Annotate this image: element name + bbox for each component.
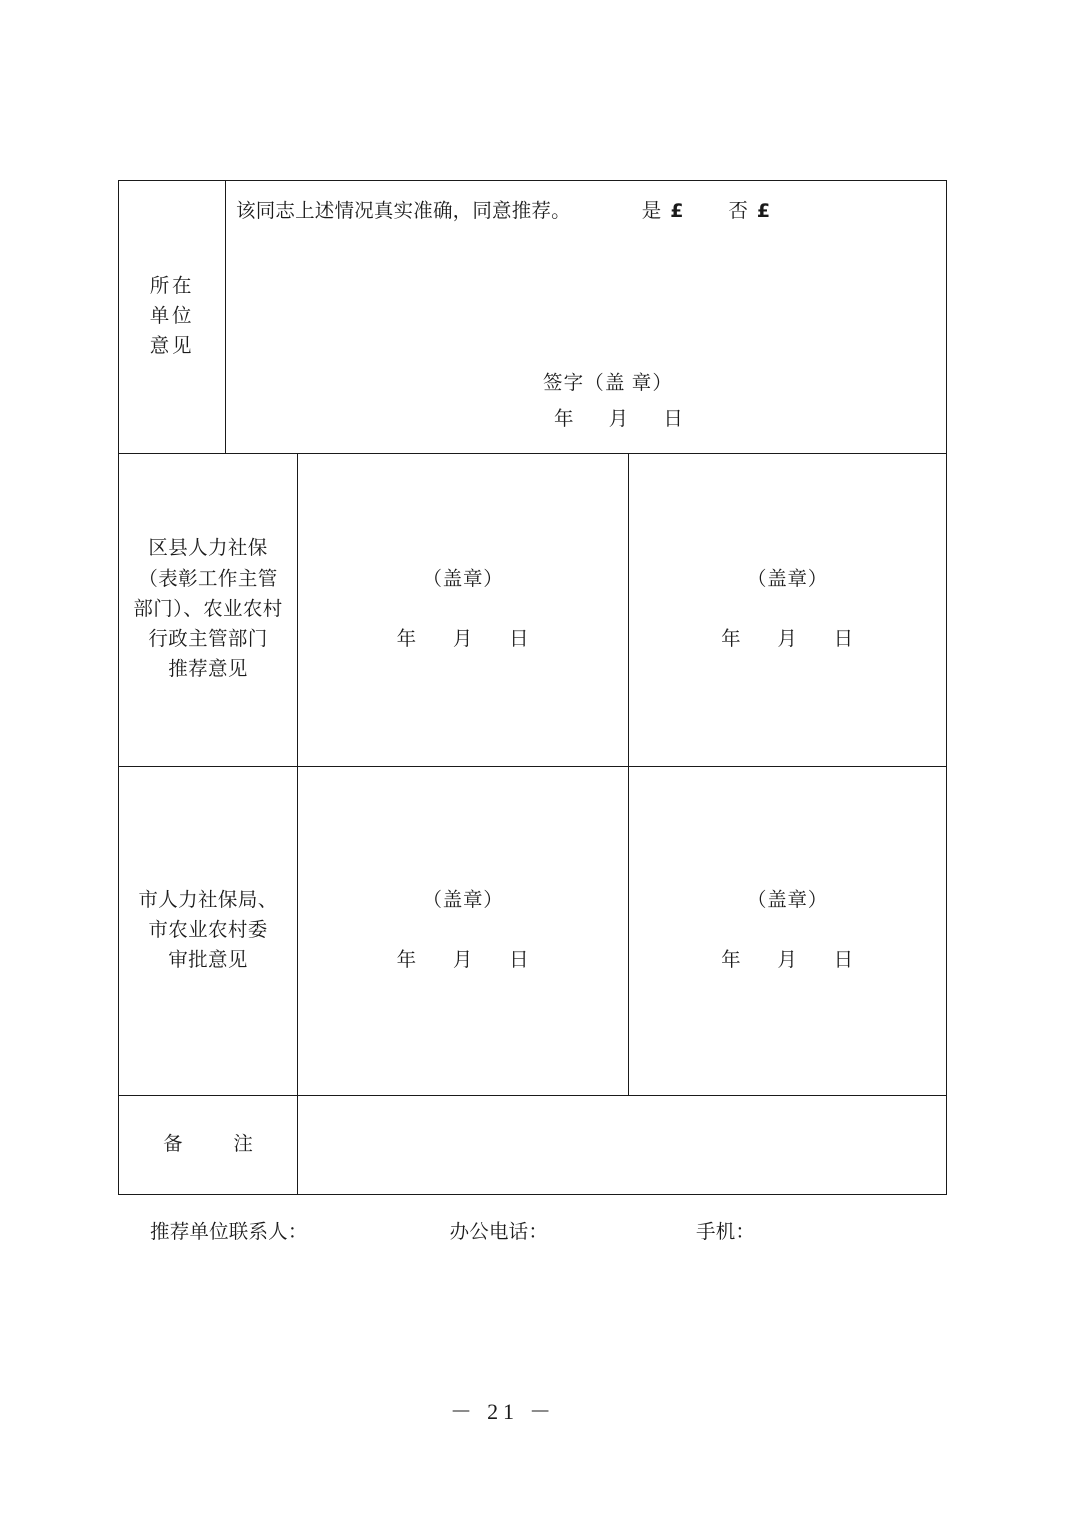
district-hr-date-year: 年 bbox=[396, 629, 417, 650]
mobile-phone-label: 手机： bbox=[696, 1222, 756, 1243]
district-agri-seal-block bbox=[721, 565, 854, 655]
employer-opinion-statement: 该同志上述情况真实准确，同意推荐。 bbox=[236, 201, 571, 222]
table-row-remarks bbox=[119, 1096, 947, 1195]
table-row-district-recommendation bbox=[119, 454, 947, 767]
recommendation-form-table bbox=[118, 180, 947, 1195]
city-approval-cell-agri bbox=[629, 767, 947, 1096]
remarks-value-cell[interactable] bbox=[298, 1096, 947, 1195]
district-hr-date-line bbox=[397, 625, 530, 655]
checkbox-no-icon[interactable]: £ bbox=[756, 200, 772, 222]
district-agri-seal-label: （盖章） bbox=[746, 568, 829, 590]
office-phone-label: 办公电话： bbox=[449, 1222, 549, 1243]
district-agri-date-line bbox=[721, 625, 854, 655]
choice-yes-label: 是 bbox=[641, 201, 663, 222]
employer-opinion-label-line-2: 单位 bbox=[149, 305, 195, 327]
district-recommendation-label-line-5: 推荐意见 bbox=[168, 659, 248, 681]
choice-no-label: 否 bbox=[728, 201, 749, 222]
district-recommendation-label-line-3: 部门）、农业农村 bbox=[133, 598, 283, 620]
employer-opinion-cell bbox=[226, 181, 947, 454]
district-recommendation-cell-hr bbox=[298, 454, 629, 767]
city-approval-label-line-2: 市农业农村委 bbox=[148, 919, 268, 941]
checkbox-yes-icon[interactable]: £ bbox=[670, 200, 685, 222]
remarks-label: 备 注 bbox=[119, 1096, 298, 1195]
city-hr-date-line bbox=[397, 946, 530, 976]
city-hr-date-year: 年 bbox=[396, 950, 417, 971]
employer-date-year: 年 bbox=[554, 408, 575, 430]
employer-signature-block bbox=[226, 369, 946, 435]
city-approval-label-line-1: 市人力社保局、 bbox=[138, 889, 278, 911]
city-agri-date-line bbox=[721, 946, 854, 976]
district-recommendation-label bbox=[119, 454, 298, 767]
employer-opinion-label-line-3: 意见 bbox=[149, 336, 195, 358]
city-agri-date-month: 月 bbox=[777, 950, 798, 971]
employer-date-line bbox=[226, 405, 946, 435]
district-recommendation-label-line-1: 区县人力社保 bbox=[148, 538, 268, 560]
district-recommendation-label-line-4: 行政主管部门 bbox=[148, 629, 268, 651]
district-recommendation-cell-agri bbox=[629, 454, 947, 767]
table-row-employer-opinion bbox=[119, 181, 947, 454]
city-approval-label bbox=[119, 767, 298, 1096]
district-agri-date-day: 日 bbox=[833, 629, 854, 650]
city-hr-date-month: 月 bbox=[452, 950, 474, 971]
contact-line bbox=[150, 1216, 946, 1244]
district-hr-seal-block bbox=[397, 565, 530, 655]
city-approval-cell-hr bbox=[298, 767, 629, 1096]
table-row-city-approval bbox=[119, 767, 947, 1096]
city-agri-date-day: 日 bbox=[833, 950, 854, 971]
city-hr-seal-block bbox=[397, 886, 530, 976]
city-agri-seal-block bbox=[721, 886, 854, 976]
page-number: － 21 － bbox=[449, 1399, 557, 1424]
city-agri-date-year: 年 bbox=[721, 950, 742, 971]
employer-opinion-label bbox=[119, 181, 226, 454]
district-hr-date-day: 日 bbox=[509, 629, 530, 650]
city-hr-seal-label: （盖章） bbox=[422, 889, 504, 911]
district-hr-seal-label: （盖章） bbox=[422, 568, 504, 590]
city-approval-label-line-3: 审批意见 bbox=[168, 950, 248, 972]
contact-person-label: 推荐单位联系人： bbox=[150, 1222, 308, 1243]
employer-opinion-label-line-1: 所在 bbox=[149, 275, 195, 297]
city-hr-date-day: 日 bbox=[509, 950, 530, 971]
district-recommendation-label-line-2: （表彰工作主管 bbox=[138, 568, 278, 590]
employer-opinion-statement-row bbox=[236, 197, 936, 227]
district-agri-date-month: 月 bbox=[777, 629, 798, 650]
employer-date-month: 月 bbox=[608, 408, 630, 430]
employer-opinion-choices bbox=[642, 201, 771, 222]
city-agri-seal-label: （盖章） bbox=[746, 889, 829, 911]
employer-signature-label: 签字（盖 章） bbox=[542, 372, 674, 394]
district-hr-date-month: 月 bbox=[452, 629, 474, 650]
employer-date-day: 日 bbox=[663, 408, 685, 430]
district-agri-date-year: 年 bbox=[721, 629, 742, 650]
